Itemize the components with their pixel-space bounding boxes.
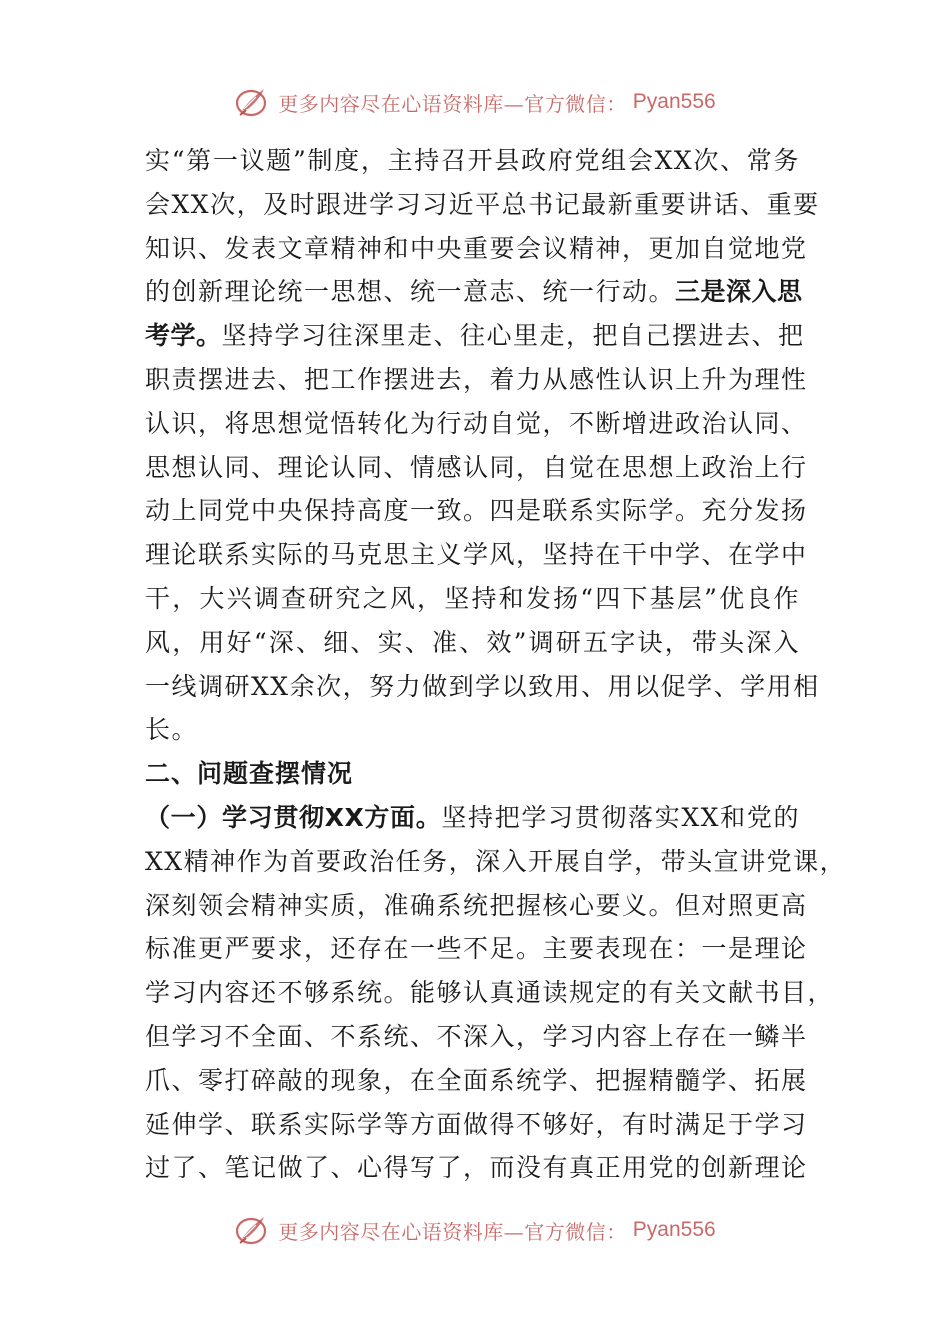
text-line: 但学习不全面、不系统、不深入，学习内容上存在一鳞半 bbox=[145, 1021, 808, 1051]
bold-run: 三是深入思 bbox=[675, 277, 803, 307]
text-line: 爪、零打碎敲的现象，在全面系统学、把握精髓学、拓展 bbox=[145, 1065, 808, 1095]
text-line: 认识，将思想觉悟转化为行动自觉，不断增进政治认同、 bbox=[145, 408, 808, 438]
text-line: XX精神作为首要政治任务，深入开展自学，带头宣讲党课， bbox=[145, 846, 847, 876]
text-run: 坚持把学习贯彻落实XX和党的 bbox=[441, 802, 800, 832]
footer-watermark-text: 更多内容尽在心语资料库—官方微信： bbox=[278, 1219, 627, 1244]
footer-watermark bbox=[0, 1210, 950, 1250]
text-line bbox=[145, 314, 805, 358]
text-line: 实“第一议题”制度，主持召开县政府党组会XX次、常务 bbox=[145, 146, 800, 175]
text-line: 深刻领会精神实质，准确系统把握核心要义。但对照更高 bbox=[145, 890, 808, 920]
subsection-heading: （一）学习贯彻XX方面。 bbox=[145, 802, 442, 832]
text-line: 会XX次，及时跟进学习习近平总书记最新重要讲话、重要 bbox=[145, 189, 820, 219]
header-watermark-id: Pyan556 bbox=[632, 90, 716, 113]
text-line: 知识、发表文章精神和中央重要会议精神，更加自觉地党 bbox=[145, 233, 808, 263]
text-line bbox=[145, 796, 800, 840]
quill-logo-icon bbox=[234, 1213, 272, 1247]
text-line: 标准更严要求，还存在一些不足。主要表现在：一是理论 bbox=[145, 934, 808, 964]
header-watermark bbox=[0, 82, 950, 122]
text-line bbox=[145, 270, 803, 314]
header-watermark-text: 更多内容尽在心语资料库—官方微信： bbox=[278, 91, 627, 116]
text-line: 延伸学、联系实际学等方面做得不够好，有时满足于学习 bbox=[145, 1109, 808, 1139]
text-line: 一线调研XX余次，努力做到学以致用、用以促学、学用相 bbox=[145, 671, 820, 701]
text-line: 职责摆进去、把工作摆进去，着力从感性认识上升为理性 bbox=[145, 364, 808, 394]
text-line: 过了、笔记做了、心得写了，而没有真正用党的创新理论 bbox=[145, 1153, 808, 1183]
text-line: 长。 bbox=[145, 715, 199, 745]
text-line: 动上同党中央保持高度一致。四是联系实际学。充分发扬 bbox=[145, 496, 808, 526]
quill-logo-icon bbox=[234, 85, 272, 119]
text-run: 的创新理论统一思想、统一意志、统一行动。 bbox=[145, 277, 676, 307]
text-line: 理论联系实际的马克思主义学风，坚持在干中学、在学中 bbox=[145, 540, 808, 570]
text-line: 思想认同、理论认同、情感认同，自觉在思想上政治上行 bbox=[145, 452, 808, 482]
section-heading: 二、问题查摆情况 bbox=[145, 759, 354, 789]
text-line: 风，用好“深、细、实、准、效”调研五字诀，带头深入 bbox=[145, 627, 800, 657]
bold-run: 考学。 bbox=[145, 321, 222, 351]
text-line: 干，大兴调查研究之风，坚持和发扬“四下基层”优良作 bbox=[145, 583, 800, 613]
document-body bbox=[145, 139, 847, 1190]
text-run: 坚持学习往深里走、往心里走，把自己摆进去、把 bbox=[221, 321, 805, 351]
footer-watermark-id: Pyan556 bbox=[632, 1218, 716, 1241]
text-line: 学习内容还不够系统。能够认真通读规定的有关文献书目， bbox=[145, 978, 835, 1008]
